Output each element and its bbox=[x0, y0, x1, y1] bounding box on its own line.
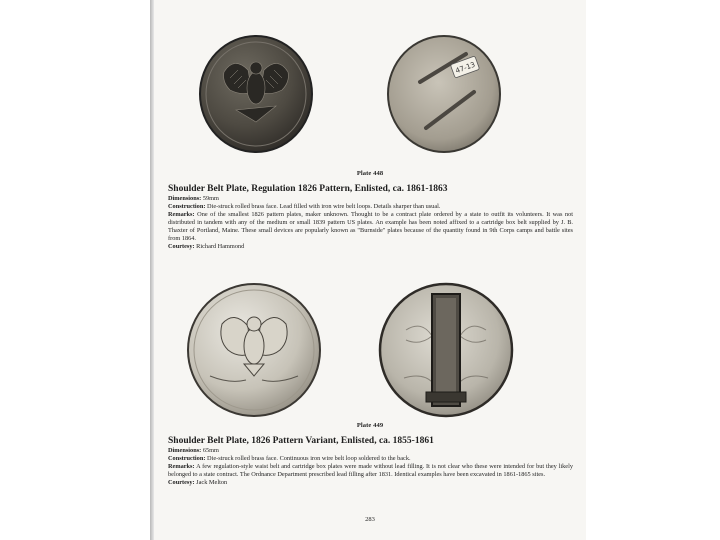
plate-448-back-image bbox=[384, 32, 504, 156]
plate-449-back-image bbox=[376, 280, 516, 420]
construction-label: Construction: bbox=[168, 203, 206, 210]
book-page bbox=[154, 0, 586, 540]
construction-label: Construction: bbox=[168, 455, 206, 462]
construction-value: Die-struck rolled brass face. Lead filled with iron wire belt loops. Details sharper than usual. bbox=[207, 203, 441, 210]
plate-449-courtesy bbox=[168, 479, 573, 487]
plate-449-front-image bbox=[184, 280, 324, 420]
courtesy-value: Richard Hammond bbox=[196, 243, 245, 250]
remarks-value: One of the smallest 1826 pattern plates, maker unknown. Thought to be a contract plate ordered by a state to outfit its volunteers. It was not distributed in tandem with any of the medium or small 1839 pattern US plates. An example has been noted affixed to a cartridge box belt supplied by J. B. Thaxter of Portland, Maine. These small devices are popularly known as "Burnside" plates because of the quantity found in 9th Corps camps and battle sites from 1864. bbox=[168, 211, 574, 242]
page-number: 283 bbox=[365, 516, 375, 523]
plate-448-title: Shoulder Belt Plate, Regulation 1826 Pattern, Enlisted, ca. 1861-1863 bbox=[168, 184, 448, 194]
dimensions-value: 59mm bbox=[202, 195, 219, 202]
plate-448-courtesy bbox=[168, 243, 573, 251]
dimensions-value: 65mm bbox=[202, 447, 219, 454]
plate-449-title: Shoulder Belt Plate, 1826 Pattern Variant, Enlisted, ca. 1855-1861 bbox=[168, 436, 434, 446]
dimensions-label: Dimensions: bbox=[168, 195, 202, 202]
remarks-label: Remarks: bbox=[168, 211, 195, 218]
plate-449-remarks bbox=[168, 463, 573, 479]
plate-449-dimensions bbox=[168, 447, 573, 455]
left-margin bbox=[0, 0, 152, 540]
courtesy-value: Jack Melton bbox=[196, 479, 228, 486]
plate-448-dimensions bbox=[168, 195, 573, 203]
wire-belt-loop-icon bbox=[426, 294, 466, 406]
plate-449-entry bbox=[168, 436, 573, 487]
plate-448-construction bbox=[168, 203, 573, 211]
dimensions-label: Dimensions: bbox=[168, 447, 202, 454]
construction-value: Die-struck rolled brass face. Continuous iron wire belt loop soldered to the back. bbox=[207, 455, 411, 462]
plate-448-caption: Plate 448 bbox=[356, 170, 384, 177]
plate-448-front-image bbox=[196, 32, 316, 156]
plate-448-remarks bbox=[168, 211, 573, 243]
courtesy-label: Courtesy: bbox=[168, 479, 195, 486]
remarks-value: A few regulation-style waist belt and cartridge box plates were made without lead filling. It is not clear who these were intended for but they likely belonged to a state contract. The Ordnance Department prescribed lead filling after 1831. Identical examples have been excavated in 1861-1865 sites. bbox=[168, 463, 573, 478]
remarks-label: Remarks: bbox=[168, 463, 195, 470]
tag-label: 47-13 bbox=[454, 60, 477, 76]
courtesy-label: Courtesy: bbox=[168, 243, 195, 250]
plate-449-caption: Plate 449 bbox=[356, 422, 384, 429]
plate-449-construction bbox=[168, 455, 573, 463]
plate-448-entry bbox=[168, 184, 573, 251]
